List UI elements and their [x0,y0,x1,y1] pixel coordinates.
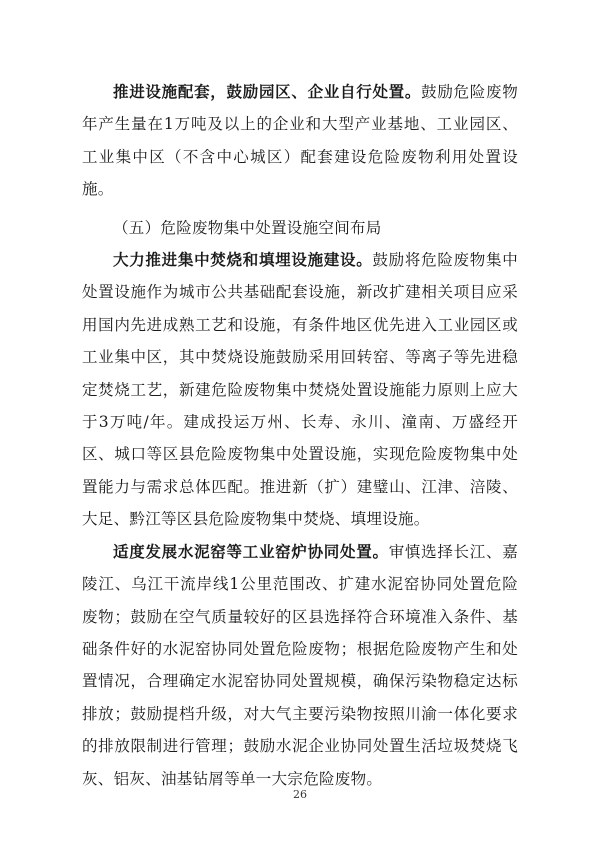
paragraph-text: 鼓励将危险废物集中处置设施作为城市公共基础配套设施，新改扩建相关项目应采用国内先进成熟工艺和设施，有条件地区优先进入工业园区或工业集中区，其中焚烧设施鼓励采用回转窑、等离子等先进稳定焚烧工艺，新建危险废物集中焚烧处置设施能力原则上应大于3万吨/年。建成投运万州、长寿、永川、潼南、万盛经开区、城口等区县危险废物集中处置设施，实现危险废物集中处置能力与需求总体匹配。推进新（扩）建璧山、江津、涪陵、大足、黔江等区县危险废物集中焚烧、填埋设施。 [82,251,518,529]
page-body [82,76,518,801]
paragraph-lead: 推进设施配套，鼓励园区、企业自行处置。 [113,82,422,101]
paragraph-facility-support [82,76,518,206]
page-number: 26 [293,788,307,801]
paragraph-incineration-landfill [82,244,518,536]
paragraph-lead: 适度发展水泥窑等工业窑炉协同处置。 [113,541,389,561]
paragraph-lead: 大力推进集中焚烧和填埋设施建设。 [113,250,373,270]
section-heading: （五）危险废物集中处置设施空间布局 [113,218,382,237]
paragraph-cement-kiln [82,536,518,795]
paragraph-text: 鼓励危险废物年产生量在1万吨及以上的企业和大型产业基地、工业园区、工业集中区（不含中心城区）配套建设危险废物利用处置设施。 [82,83,518,199]
paragraph-text: 审慎选择长江、嘉陵江、乌江干流岸线1公里范围改、扩建水泥窑协同处置危险废物；鼓励在空气质量较好的区县选择符合环境准入条件、基础条件好的水泥窑协同处置危险废物；根据危险废物产生和处置情况，合理确定水泥窑协同处置规模，确保污染物稳定达标排放；鼓励提档升级，对大气主要污染物按照川渝一体化要求的排放限制进行管理；鼓励水泥企业协同处置生活垃圾焚烧飞灰、铝灰、油基钻屑等单一大宗危险废物。 [82,542,519,788]
